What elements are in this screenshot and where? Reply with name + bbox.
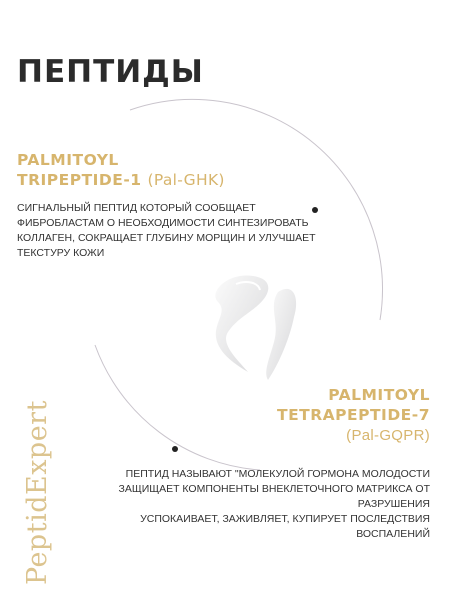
peptide1-name — [17, 150, 225, 190]
marker-dot-bottom — [172, 446, 178, 452]
peptide1-description: СИГНАЛЬНЫЙ ПЕПТИД КОТОРЫЙ СООБЩАЕТ ФИБРОБЛАСТАМ О НЕОБХОДИМОСТИ СИНТЕЗИРОВАТЬ КОЛЛАГЕН, СОКРАЩАЕТ ГЛУБИНУ МОРЩИН И УЛУЧШАЕТ ТЕКСТУРУ КОЖИ — [17, 202, 316, 259]
peptide1-name-line1: PALMITOYL — [17, 151, 119, 169]
peptide2-description-line3: УСПОКАИВАЕТ, ЗАЖИВЛЯЕТ, КУПИРУЕТ ПОСЛЕДСТВИЯ ВОСПАЛЕНИЙ — [140, 513, 430, 540]
peptide2-description-line2: ЗАЩИЩАЕТ КОМПОНЕНТЫ ВНЕКЛЕТОЧНОГО МАТРИКСА ОТ РАЗРУШЕНИЯ — [118, 483, 430, 510]
brand-logo: PeptidExpert — [22, 400, 53, 585]
peptide2-name-line2: TETRAPEPTIDE-7 — [277, 406, 430, 424]
page-title: ПЕПТИДЫ — [17, 54, 204, 90]
peptide2-abbr: (Pal-GQPR) — [346, 427, 430, 444]
cream-smear-image — [198, 262, 310, 390]
peptide2-name-line1: PALMITOYL — [328, 386, 430, 404]
peptide2-description-line1: ПЕПТИД НАЗЫВАЮТ "МОЛЕКУЛОЙ ГОРМОНА МОЛОДОСТИ — [125, 468, 430, 480]
peptide1-abbr: (Pal-GHK) — [147, 171, 225, 189]
peptide1-name-line2: TRIPEPTIDE-1 — [17, 171, 142, 189]
peptide2-name — [277, 385, 430, 425]
peptide2-description — [100, 467, 430, 542]
